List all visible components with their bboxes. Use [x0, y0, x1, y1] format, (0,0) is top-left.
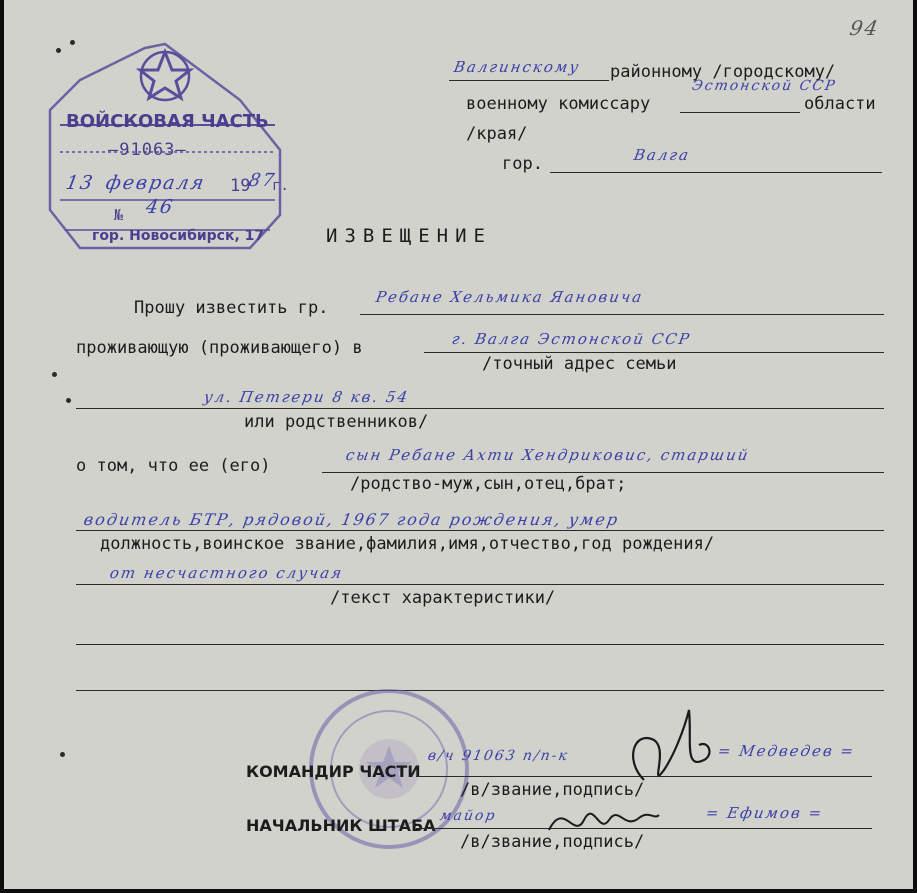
line — [76, 690, 884, 691]
city-label: гор. — [502, 154, 543, 174]
region-label: области — [804, 94, 876, 114]
stamp-date-month: февраля — [104, 172, 208, 194]
hw-address2: ул. Петгери 8 кв. 54 — [202, 388, 411, 406]
hw-chief-name: = Ефимов = — [704, 804, 825, 822]
hw-chief-rank: майор — [438, 808, 498, 824]
krai-label: /края/ — [466, 124, 528, 144]
line — [424, 352, 884, 353]
page-number: 94 — [847, 16, 882, 40]
line — [680, 112, 800, 113]
line — [449, 80, 609, 81]
hw-position: водитель БТР, рядовой, 1967 года рождения, умер — [82, 510, 621, 529]
line — [76, 530, 884, 531]
commander-label: КОМАНДИР ЧАСТИ — [246, 762, 421, 781]
document-title: ИЗВЕЩЕНИЕ — [326, 225, 492, 247]
line — [76, 584, 884, 585]
stamp-unit-label: ВОЙСКОВАЯ ЧАСТЬ — [66, 111, 269, 132]
hw-relation: сын Ребане Ахти Хендриковис, старший — [344, 446, 752, 464]
chief-label: НАЧАЛЬНИК ШТАБА — [246, 816, 436, 835]
stamp-city: гор. Новосибирск, 17 — [92, 228, 265, 244]
hw-commander-name: = Медведев = — [716, 742, 857, 760]
relation-hint: /родство-муж,сын,отец,брат; — [350, 474, 627, 494]
stamp-reg-number: 46 — [144, 196, 177, 218]
relatives-hint: или родственников/ — [244, 412, 429, 432]
commander-signature — [614, 700, 724, 800]
stamp-date-day: 13 — [64, 172, 97, 194]
line — [550, 172, 882, 173]
hw-district: Валгинскому — [452, 58, 582, 76]
rank-hint-2: /в/звание,подпись/ — [460, 832, 645, 852]
hw-text: от несчастного случая — [108, 564, 345, 582]
stamp-unit-number: —91063— — [108, 140, 187, 160]
stamp-year-suffix: 87 — [247, 170, 278, 191]
punch-hole — [52, 372, 57, 377]
text-hint: /текст характеристики/ — [330, 588, 556, 608]
about-label: о том, что ее (его) — [76, 456, 271, 476]
request-label: Прошу известить гр. — [134, 298, 329, 318]
district-label: районному /городскому/ — [610, 62, 836, 82]
stamp-year-suffix-g: г. — [272, 178, 289, 194]
hw-name: Ребане Хельмика Яановича — [374, 288, 645, 306]
chief-signature — [544, 790, 664, 850]
punch-hole — [60, 752, 65, 757]
hw-commander-rank: в/ч 91063 п/п-к — [426, 748, 571, 764]
stamp-year-prefix: 19 — [230, 176, 251, 196]
line — [76, 644, 884, 645]
line — [76, 408, 884, 409]
punch-hole — [66, 398, 71, 403]
stamp-number-sign: № — [114, 206, 124, 224]
position-hint: должность,воинское звание,фамилия,имя,отчество,год рождения/ — [100, 534, 715, 554]
document-page — [4, 0, 913, 889]
commissar-label: военному комиссару — [466, 94, 651, 114]
line — [322, 472, 884, 473]
hw-address1: г. Валга Эстонской ССР — [450, 330, 693, 348]
hw-city: Валга — [632, 146, 692, 164]
residing-label: проживающую (проживающего) в — [76, 338, 363, 358]
line — [360, 314, 884, 315]
hw-region: Эстонской ССР — [690, 78, 838, 94]
address-hint: /точный адрес семьи — [482, 354, 677, 374]
rank-hint-1: /в/звание,подпись/ — [460, 780, 645, 800]
